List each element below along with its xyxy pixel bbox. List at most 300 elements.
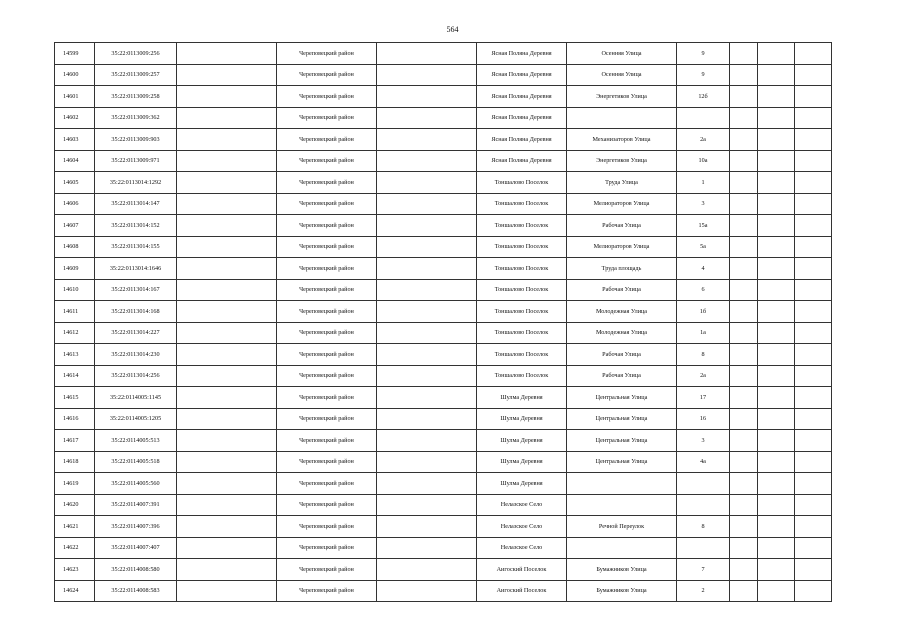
cell-empty (758, 129, 795, 151)
cell-locality: Нелазское Село (477, 537, 567, 559)
cell-cadastral-number: 35:22:0114005:1205 (95, 408, 177, 430)
cell-house-number (677, 494, 730, 516)
cell-house-number: 7 (677, 559, 730, 581)
cell-locality: Тоншалово Поселок (477, 322, 567, 344)
cell-district: Череповецкий район (277, 86, 377, 108)
cell-district: Череповецкий район (277, 473, 377, 495)
cell-house-number: 6 (677, 279, 730, 301)
cell-house-number (677, 107, 730, 129)
cell-cadastral-number: 35:22:0113014:1646 (95, 258, 177, 280)
cell-empty (730, 559, 758, 581)
cell-empty (730, 408, 758, 430)
page-number: 564 (446, 25, 459, 34)
table-row (55, 43, 832, 65)
cell-empty (758, 537, 795, 559)
cell-cadastral-number: 35:22:0113009:971 (95, 150, 177, 172)
table-row (55, 301, 832, 323)
cell-empty (177, 451, 277, 473)
cell-street: Рабочая Улица (567, 279, 677, 301)
cell-empty (758, 387, 795, 409)
cell-empty (177, 408, 277, 430)
cell-empty (758, 451, 795, 473)
cell-record-number: 14604 (55, 150, 95, 172)
cell-record-number: 14599 (55, 43, 95, 65)
table-row (55, 516, 832, 538)
cell-empty (730, 236, 758, 258)
cell-cadastral-number: 35:22:0113014:147 (95, 193, 177, 215)
cell-district: Череповецкий район (277, 107, 377, 129)
cell-cadastral-number: 35:22:0114007:391 (95, 494, 177, 516)
cell-record-number: 14606 (55, 193, 95, 215)
cell-empty (177, 537, 277, 559)
cell-record-number: 14623 (55, 559, 95, 581)
cell-empty (177, 387, 277, 409)
cell-empty (795, 473, 832, 495)
cell-house-number: 1 (677, 172, 730, 194)
cell-street: Молодежная Улица (567, 301, 677, 323)
cell-street: Бумажников Улица (567, 559, 677, 581)
cell-locality: Шулма Деревня (477, 451, 567, 473)
cell-house-number: 12б (677, 86, 730, 108)
cell-empty (177, 129, 277, 151)
cell-street: Труда площадь (567, 258, 677, 280)
cell-empty (758, 86, 795, 108)
cell-empty (177, 64, 277, 86)
cell-locality: Тоншалово Поселок (477, 258, 567, 280)
table-row (55, 107, 832, 129)
cell-empty (177, 301, 277, 323)
cell-cadastral-number: 35:22:0113014:167 (95, 279, 177, 301)
cell-street (567, 537, 677, 559)
cell-empty (758, 559, 795, 581)
cell-record-number: 14611 (55, 301, 95, 323)
cell-empty (795, 172, 832, 194)
cell-record-number: 14605 (55, 172, 95, 194)
cell-house-number: 5а (677, 236, 730, 258)
cell-empty (758, 107, 795, 129)
cell-record-number: 14601 (55, 86, 95, 108)
cell-locality: Тоншалово Поселок (477, 236, 567, 258)
cell-empty (177, 43, 277, 65)
cell-empty (795, 150, 832, 172)
cell-empty (730, 301, 758, 323)
cell-empty (177, 430, 277, 452)
cell-locality: Ясная Поляна Деревня (477, 86, 567, 108)
cell-empty (795, 537, 832, 559)
cell-empty (177, 473, 277, 495)
cell-district: Череповецкий район (277, 516, 377, 538)
cell-locality: Ясная Поляна Деревня (477, 129, 567, 151)
cell-district: Череповецкий район (277, 64, 377, 86)
cell-empty (795, 451, 832, 473)
table-row (55, 580, 832, 602)
cell-empty (377, 301, 477, 323)
cell-empty (795, 365, 832, 387)
cell-district: Череповецкий район (277, 129, 377, 151)
table-row (55, 279, 832, 301)
cell-locality: Шулма Деревня (477, 473, 567, 495)
cell-district: Череповецкий район (277, 580, 377, 602)
cell-empty (730, 344, 758, 366)
cell-house-number: 3 (677, 193, 730, 215)
table-row (55, 537, 832, 559)
cell-house-number: 2а (677, 129, 730, 151)
cell-district: Череповецкий район (277, 537, 377, 559)
cell-empty (795, 279, 832, 301)
cell-street: Осенняя Улица (567, 43, 677, 65)
cell-record-number: 14624 (55, 580, 95, 602)
cell-house-number: 8 (677, 344, 730, 366)
cell-street: Осенняя Улица (567, 64, 677, 86)
cell-empty (795, 387, 832, 409)
cell-cadastral-number: 35:22:0113009:258 (95, 86, 177, 108)
cell-empty (795, 215, 832, 237)
table-row (55, 559, 832, 581)
cell-empty (730, 279, 758, 301)
cell-empty (795, 258, 832, 280)
cell-empty (377, 344, 477, 366)
cell-empty (758, 215, 795, 237)
cell-street: Энергетиков Улица (567, 150, 677, 172)
cell-empty (758, 301, 795, 323)
cell-locality: Тоншалово Поселок (477, 172, 567, 194)
table-row (55, 150, 832, 172)
cell-house-number: 9 (677, 64, 730, 86)
cell-record-number: 14602 (55, 107, 95, 129)
cell-street: Мелиораторов Улица (567, 236, 677, 258)
cell-locality: Шулма Деревня (477, 408, 567, 430)
cell-empty (730, 43, 758, 65)
cell-empty (795, 408, 832, 430)
cell-cadastral-number: 35:22:0114005:1145 (95, 387, 177, 409)
cell-cadastral-number: 35:22:0114005:560 (95, 473, 177, 495)
cell-empty (177, 215, 277, 237)
cell-street: Речной Переулок (567, 516, 677, 538)
cell-empty (730, 322, 758, 344)
cell-empty (177, 172, 277, 194)
cell-empty (377, 387, 477, 409)
cell-empty (758, 279, 795, 301)
cell-street (567, 107, 677, 129)
cell-house-number: 10а (677, 150, 730, 172)
cell-district: Череповецкий район (277, 559, 377, 581)
cell-cadastral-number: 35:22:0113014:1292 (95, 172, 177, 194)
cell-empty (730, 193, 758, 215)
cell-locality: Нелазское Село (477, 516, 567, 538)
table-row (55, 451, 832, 473)
cell-record-number: 14614 (55, 365, 95, 387)
cell-district: Череповецкий район (277, 494, 377, 516)
cell-empty (377, 559, 477, 581)
cell-locality: Аигоский Поселок (477, 559, 567, 581)
cell-empty (730, 451, 758, 473)
cell-record-number: 14622 (55, 537, 95, 559)
cell-empty (758, 172, 795, 194)
cell-district: Череповецкий район (277, 193, 377, 215)
cell-record-number: 14607 (55, 215, 95, 237)
cell-street: Мелиораторов Улица (567, 193, 677, 215)
table-row (55, 64, 832, 86)
cell-street: Центральная Улица (567, 451, 677, 473)
cell-empty (377, 150, 477, 172)
cell-street: Бумажников Улица (567, 580, 677, 602)
cell-empty (377, 365, 477, 387)
cell-empty (177, 365, 277, 387)
cell-house-number: 4а (677, 451, 730, 473)
cell-empty (730, 537, 758, 559)
cell-house-number (677, 473, 730, 495)
cell-empty (177, 580, 277, 602)
cell-street (567, 494, 677, 516)
cell-empty (177, 494, 277, 516)
cell-empty (758, 193, 795, 215)
cell-empty (795, 301, 832, 323)
cell-street (567, 473, 677, 495)
cell-empty (730, 129, 758, 151)
cell-empty (795, 516, 832, 538)
cell-record-number: 14618 (55, 451, 95, 473)
cell-cadastral-number: 35:22:0113014:168 (95, 301, 177, 323)
cell-house-number: 2 (677, 580, 730, 602)
cell-record-number: 14615 (55, 387, 95, 409)
cell-empty (177, 516, 277, 538)
cell-empty (377, 43, 477, 65)
cell-cadastral-number: 35:22:0113014:230 (95, 344, 177, 366)
cell-street: Механизаторов Улица (567, 129, 677, 151)
cell-record-number: 14619 (55, 473, 95, 495)
cell-empty (758, 494, 795, 516)
cell-cadastral-number: 35:22:0113014:256 (95, 365, 177, 387)
cell-district: Череповецкий район (277, 365, 377, 387)
cell-empty (377, 451, 477, 473)
cell-cadastral-number: 35:22:0113009:257 (95, 64, 177, 86)
cell-empty (377, 580, 477, 602)
cell-empty (758, 43, 795, 65)
cell-empty (177, 86, 277, 108)
cell-district: Череповецкий район (277, 387, 377, 409)
cell-empty (730, 430, 758, 452)
cell-empty (795, 64, 832, 86)
cell-record-number: 14609 (55, 258, 95, 280)
cell-empty (730, 580, 758, 602)
cell-empty (795, 236, 832, 258)
cell-empty (795, 322, 832, 344)
cell-cadastral-number: 35:22:0114008:583 (95, 580, 177, 602)
cell-district: Череповецкий район (277, 172, 377, 194)
cell-empty (177, 279, 277, 301)
cell-empty (377, 430, 477, 452)
cell-empty (795, 430, 832, 452)
table-row (55, 387, 832, 409)
cell-empty (758, 344, 795, 366)
cell-street: Центральная Улица (567, 408, 677, 430)
cell-empty (377, 494, 477, 516)
cell-locality: Нелазское Село (477, 494, 567, 516)
cell-empty (795, 580, 832, 602)
cell-district: Череповецкий район (277, 43, 377, 65)
cell-house-number (677, 537, 730, 559)
cell-empty (377, 172, 477, 194)
cell-empty (377, 473, 477, 495)
registry-body (55, 43, 832, 602)
cell-locality: Ясная Поляна Деревня (477, 107, 567, 129)
cell-locality: Шулма Деревня (477, 430, 567, 452)
cell-empty (377, 258, 477, 280)
cell-record-number: 14616 (55, 408, 95, 430)
cell-house-number: 4 (677, 258, 730, 280)
cell-empty (758, 473, 795, 495)
cell-record-number: 14600 (55, 64, 95, 86)
cell-empty (377, 279, 477, 301)
cell-district: Череповецкий район (277, 430, 377, 452)
cell-empty (730, 516, 758, 538)
cell-empty (730, 86, 758, 108)
cell-empty (730, 107, 758, 129)
cell-cadastral-number: 35:22:0114005:513 (95, 430, 177, 452)
cell-street: Рабочая Улица (567, 344, 677, 366)
table-row (55, 344, 832, 366)
table-row (55, 193, 832, 215)
table-row (55, 365, 832, 387)
cell-empty (377, 107, 477, 129)
cell-district: Череповецкий район (277, 279, 377, 301)
cell-district: Череповецкий район (277, 236, 377, 258)
cell-locality: Ясная Поляна Деревня (477, 64, 567, 86)
cell-empty (758, 408, 795, 430)
cell-empty (795, 494, 832, 516)
cell-empty (795, 86, 832, 108)
property-registry-table (54, 42, 832, 602)
cell-empty (377, 193, 477, 215)
cell-empty (758, 322, 795, 344)
cell-empty (730, 172, 758, 194)
cell-street: Рабочая Улица (567, 365, 677, 387)
cell-empty (177, 193, 277, 215)
cell-empty (758, 236, 795, 258)
cell-cadastral-number: 35:22:0113014:152 (95, 215, 177, 237)
cell-record-number: 14612 (55, 322, 95, 344)
cell-district: Череповецкий район (277, 301, 377, 323)
cell-empty (177, 258, 277, 280)
table-row (55, 215, 832, 237)
cell-empty (730, 473, 758, 495)
table-row (55, 129, 832, 151)
cell-house-number: 1а (677, 322, 730, 344)
cell-street: Молодежная Улица (567, 322, 677, 344)
cell-street: Рабочая Улица (567, 215, 677, 237)
cell-locality: Тоншалово Поселок (477, 344, 567, 366)
cell-district: Череповецкий район (277, 451, 377, 473)
cell-empty (177, 107, 277, 129)
cell-empty (758, 150, 795, 172)
cell-street: Труда Улица (567, 172, 677, 194)
cell-cadastral-number: 35:22:0114005:518 (95, 451, 177, 473)
cell-empty (177, 344, 277, 366)
cell-empty (795, 559, 832, 581)
cell-empty (377, 537, 477, 559)
cell-district: Череповецкий район (277, 258, 377, 280)
cell-empty (758, 580, 795, 602)
cell-empty (758, 64, 795, 86)
cell-cadastral-number: 35:22:0113009:903 (95, 129, 177, 151)
table-row (55, 86, 832, 108)
table-row (55, 172, 832, 194)
cell-empty (377, 86, 477, 108)
cell-empty (758, 365, 795, 387)
cell-empty (758, 430, 795, 452)
cell-locality: Тоншалово Поселок (477, 365, 567, 387)
cell-locality: Шулма Деревня (477, 387, 567, 409)
cell-house-number: 1б (677, 301, 730, 323)
cell-cadastral-number: 35:22:0114007:396 (95, 516, 177, 538)
cell-empty (730, 150, 758, 172)
cell-record-number: 14608 (55, 236, 95, 258)
cell-empty (377, 236, 477, 258)
cell-locality: Ясная Поляна Деревня (477, 43, 567, 65)
cell-record-number: 14603 (55, 129, 95, 151)
cell-cadastral-number: 35:22:0114008:580 (95, 559, 177, 581)
table-row (55, 430, 832, 452)
cell-empty (758, 516, 795, 538)
cell-empty (377, 215, 477, 237)
cell-record-number: 14613 (55, 344, 95, 366)
cell-cadastral-number: 35:22:0113009:362 (95, 107, 177, 129)
cell-empty (377, 408, 477, 430)
cell-district: Череповецкий район (277, 150, 377, 172)
cell-empty (730, 365, 758, 387)
cell-district: Череповецкий район (277, 322, 377, 344)
cell-locality: Ясная Поляна Деревня (477, 150, 567, 172)
cell-house-number: 16 (677, 408, 730, 430)
table-row (55, 473, 832, 495)
cell-locality: Тоншалово Поселок (477, 301, 567, 323)
cell-house-number: 9 (677, 43, 730, 65)
cell-empty (795, 129, 832, 151)
cell-empty (377, 129, 477, 151)
cell-district: Череповецкий район (277, 344, 377, 366)
cell-empty (795, 193, 832, 215)
cell-empty (177, 236, 277, 258)
cell-empty (730, 64, 758, 86)
cell-empty (795, 344, 832, 366)
cell-locality: Аигоский Поселок (477, 580, 567, 602)
cell-house-number: 2а (677, 365, 730, 387)
cell-locality: Тоншалово Поселок (477, 193, 567, 215)
cell-empty (177, 150, 277, 172)
cell-empty (730, 387, 758, 409)
cell-empty (795, 107, 832, 129)
cell-cadastral-number: 35:22:0113014:227 (95, 322, 177, 344)
cell-locality: Тоншалово Поселок (477, 279, 567, 301)
table-row (55, 258, 832, 280)
cell-empty (795, 43, 832, 65)
cell-street: Центральная Улица (567, 387, 677, 409)
cell-house-number: 15а (677, 215, 730, 237)
cell-district: Череповецкий район (277, 408, 377, 430)
cell-house-number: 3 (677, 430, 730, 452)
cell-empty (177, 322, 277, 344)
cell-record-number: 14620 (55, 494, 95, 516)
cell-district: Череповецкий район (277, 215, 377, 237)
cell-empty (377, 516, 477, 538)
cell-record-number: 14617 (55, 430, 95, 452)
cell-empty (758, 258, 795, 280)
table-row (55, 322, 832, 344)
table-row (55, 408, 832, 430)
cell-empty (730, 215, 758, 237)
cell-street: Центральная Улица (567, 430, 677, 452)
cell-cadastral-number: 35:22:0113014:155 (95, 236, 177, 258)
